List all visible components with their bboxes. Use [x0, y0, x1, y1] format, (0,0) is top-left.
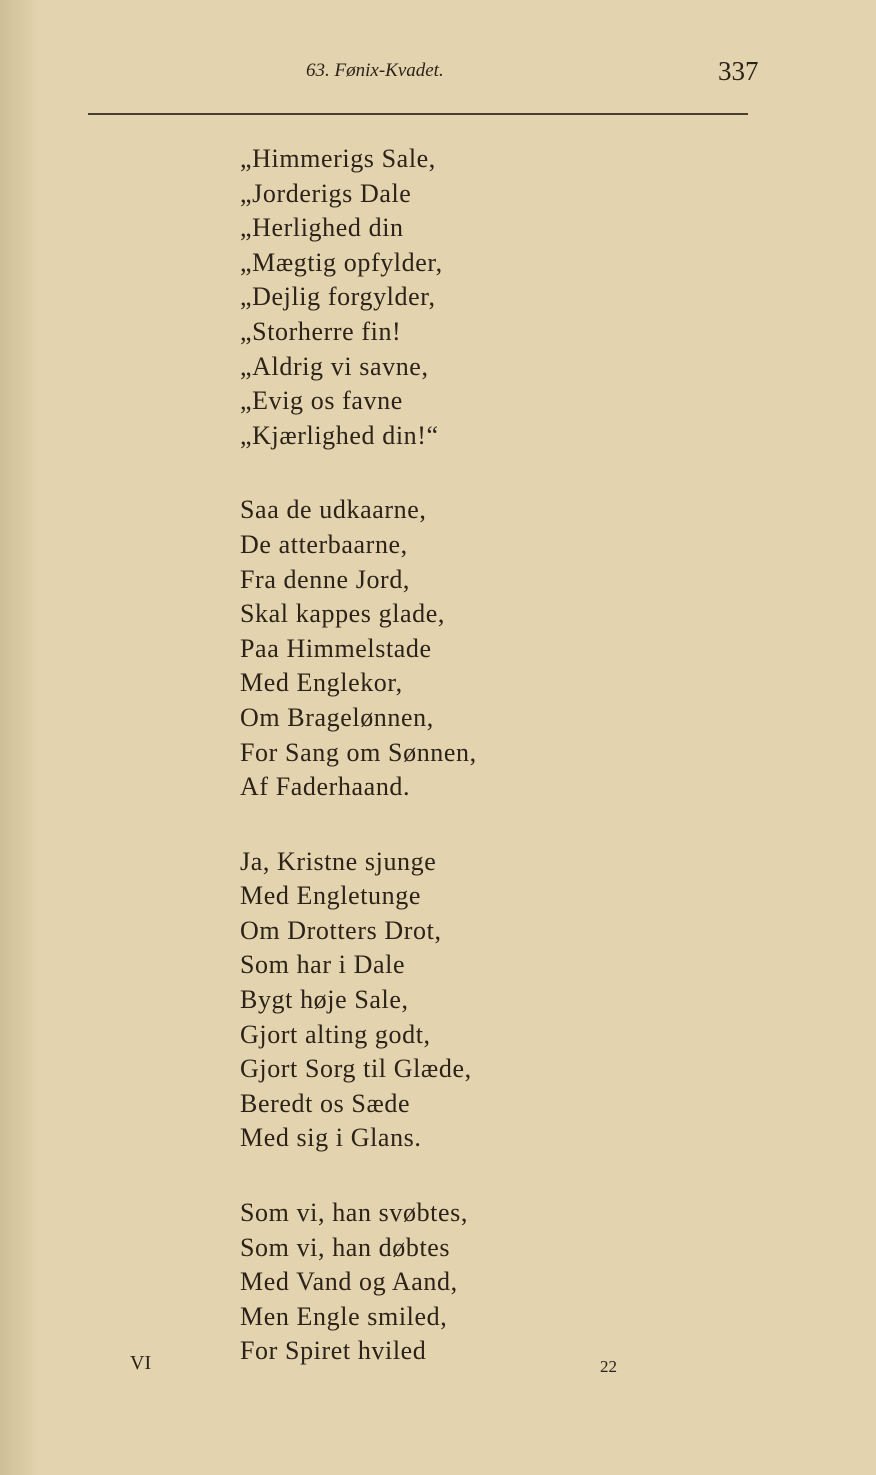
- verse-line: Beredt os Sæde: [240, 1088, 411, 1118]
- verse-line: Med Englekor,: [240, 668, 403, 698]
- header-rule: [88, 113, 748, 115]
- verse-line: Om Bragelønnen,: [240, 702, 434, 732]
- page-edge-shadow: [0, 0, 40, 1475]
- verse-line: „Himmerigs Sale,: [240, 144, 436, 173]
- running-header: [0, 56, 876, 96]
- stanza: [240, 142, 477, 453]
- stanza: [240, 1196, 477, 1369]
- verse-line: Som vi, han døbtes: [240, 1232, 451, 1262]
- verse-line: „Dejlig forgylder,: [240, 282, 436, 312]
- verse-line: Bygt høje Sale,: [240, 985, 409, 1015]
- verse-line: Af Faderhaand.: [240, 772, 411, 802]
- running-title: 63. Fønix-Kvadet.: [306, 60, 444, 81]
- signature-mark-left: VI: [130, 1352, 152, 1374]
- poem-body: [240, 142, 477, 1409]
- stanza: [240, 493, 477, 804]
- verse-line: „Evig os favne: [240, 386, 403, 416]
- verse-line: Fra denne Jord,: [240, 564, 411, 594]
- verse-line: „Aldrig vi savne,: [240, 351, 429, 381]
- verse-line: Men Engle smiled,: [240, 1301, 448, 1331]
- verse-line: „Jorderigs Dale: [240, 178, 412, 208]
- stanza: [240, 845, 477, 1156]
- verse-line: Med sig i Glans.: [240, 1123, 422, 1153]
- page-number: 337: [718, 56, 759, 86]
- verse-line: De atterbaarne,: [240, 529, 408, 559]
- verse-line: Skal kappes glade,: [240, 599, 446, 629]
- verse-line: Paa Himmelstade: [240, 633, 432, 663]
- verse-line: Saa de udkaarne,: [240, 495, 427, 525]
- verse-line: Gjort Sorg til Glæde,: [240, 1054, 472, 1084]
- verse-line: For Spiret hviled: [240, 1336, 427, 1366]
- verse-line: „Herlighed din: [240, 213, 404, 243]
- verse-line: Som har i Dale: [240, 950, 406, 980]
- verse-line: For Sang om Sønnen,: [240, 737, 477, 767]
- verse-line: „Kjærlighed din!“: [240, 420, 439, 450]
- verse-line: „Storherre fin!: [240, 316, 402, 346]
- verse-line: Med Engletunge: [240, 881, 421, 911]
- verse-line: „Mægtig opfylder,: [240, 247, 443, 277]
- verse-line: Ja, Kristne sjunge: [240, 846, 437, 876]
- verse-line: Gjort alting godt,: [240, 1019, 431, 1049]
- signature-mark-right: 22: [600, 1357, 617, 1376]
- verse-line: Som vi, han svøbtes,: [240, 1198, 468, 1228]
- verse-line: Om Drotters Drot,: [240, 915, 442, 945]
- verse-line: Med Vand og Aand,: [240, 1267, 458, 1297]
